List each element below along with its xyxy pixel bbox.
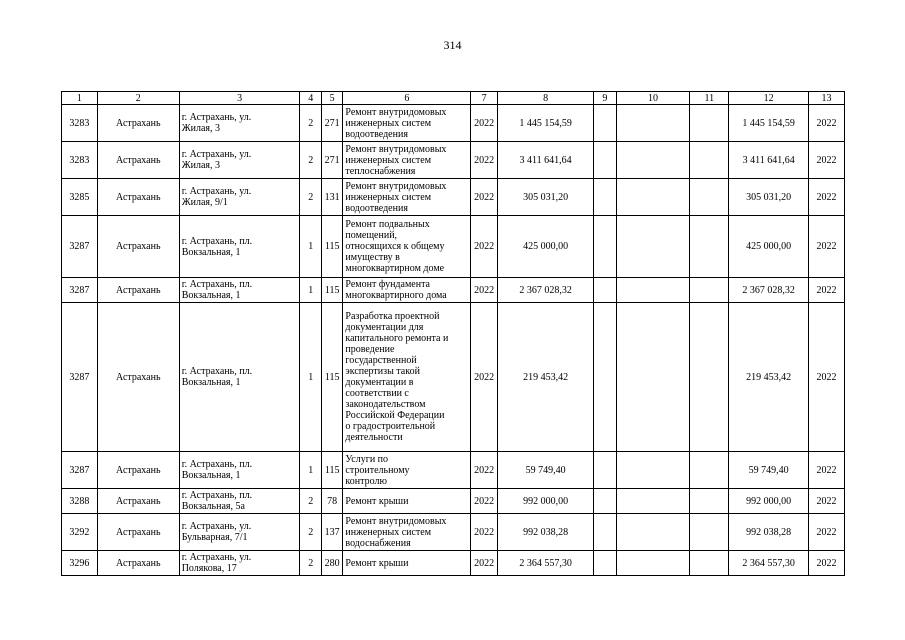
cell-col10 (616, 303, 690, 452)
column-header: 5 (321, 92, 342, 105)
cell-end-year: 2022 (809, 216, 845, 278)
cell-col10 (616, 489, 690, 514)
cell-line: г. Астрахань, пл. (181, 459, 253, 470)
cell-address (179, 303, 300, 452)
cell-line: Ремонт внутридомовых (345, 106, 447, 118)
cell-line: Ремонт подвальных (345, 219, 430, 230)
cell-line: относящихся к общему (345, 241, 445, 252)
cell-total: 3 411 641,64 (729, 142, 809, 179)
cell-number: 3296 (62, 551, 98, 576)
cell-number: 3292 (62, 514, 98, 551)
cell-line: помещений, (345, 230, 398, 241)
cell-line: Ремонт крыши (345, 557, 409, 569)
cell-cost: 305 031,20 (497, 179, 593, 216)
cell-col10 (616, 105, 690, 142)
cell-col10 (616, 514, 690, 551)
cell-year: 2022 (471, 551, 498, 576)
cell-line: г. Астрахань, ул. (181, 552, 252, 563)
cell-col9 (594, 551, 617, 576)
cell-col4: 1 (300, 452, 321, 489)
cell-work-type (343, 278, 471, 303)
cell-line: Жилая, 9/1 (181, 197, 228, 208)
cell-end-year: 2022 (809, 489, 845, 514)
cell-work-type (343, 489, 471, 514)
cell-line: Вокзальная, 1 (181, 290, 241, 301)
cell-line: документации в (345, 377, 414, 388)
column-header: 8 (497, 92, 593, 105)
cell-col11 (690, 216, 729, 278)
cell-line: проведение (345, 344, 395, 355)
cell-col4: 2 (300, 514, 321, 551)
cell-year: 2022 (471, 452, 498, 489)
cell-total: 425 000,00 (729, 216, 809, 278)
cell-total: 1 445 154,59 (729, 105, 809, 142)
cell-end-year: 2022 (809, 303, 845, 452)
cell-line: Вокзальная, 1 (181, 246, 241, 258)
cell-number: 3288 (62, 489, 98, 514)
cell-line: Ремонт внутридомовых (345, 180, 447, 192)
cell-cost: 2 364 557,30 (497, 551, 593, 576)
cell-cost: 3 411 641,64 (497, 142, 593, 179)
cell-line: капитального ремонта и (345, 333, 449, 344)
cell-year: 2022 (471, 105, 498, 142)
cell-col4: 2 (300, 105, 321, 142)
cell-col4: 2 (300, 489, 321, 514)
column-header: 13 (809, 92, 845, 105)
cell-address (179, 489, 300, 514)
column-header: 4 (300, 92, 321, 105)
cell-line: многоквартирного дома (345, 290, 447, 301)
cell-work-type (343, 452, 471, 489)
cell-line: г. Астрахань, пл. (181, 279, 253, 290)
cell-col10 (616, 551, 690, 576)
page-number: 314 (443, 38, 462, 52)
cell-line: г. Астрахань, ул. (181, 186, 252, 197)
cell-cost: 2 367 028,32 (497, 278, 593, 303)
cell-line: Вокзальная, 1 (181, 470, 241, 481)
table-row (62, 142, 845, 179)
cell-col9 (594, 142, 617, 179)
cell-col5: 271 (321, 105, 342, 142)
cell-city: Астрахань (97, 278, 179, 303)
cell-col11 (690, 489, 729, 514)
table-row (62, 489, 845, 514)
cell-col9 (594, 514, 617, 551)
cell-line: водоснабжения (345, 537, 411, 549)
cell-col10 (616, 278, 690, 303)
table-row (62, 179, 845, 216)
cell-col11 (690, 514, 729, 551)
cell-total: 59 749,40 (729, 452, 809, 489)
cell-col9 (594, 303, 617, 452)
cell-address (179, 278, 300, 303)
cell-work-type (343, 303, 471, 452)
cell-col5: 115 (321, 216, 342, 278)
cell-address (179, 551, 300, 576)
cell-work-type (343, 142, 471, 179)
cell-line: г. Астрахань, ул. (181, 521, 252, 532)
table-row (62, 452, 845, 489)
cell-work-type (343, 179, 471, 216)
cell-line: Ремонт внутридомовых (345, 515, 447, 527)
cell-line: г. Астрахань, ул. (181, 149, 252, 160)
cell-col9 (594, 216, 617, 278)
cell-city: Астрахань (97, 179, 179, 216)
cell-number: 3287 (62, 278, 98, 303)
cell-line: деятельности (345, 432, 403, 443)
cell-year: 2022 (471, 179, 498, 216)
cell-line: строительному (345, 464, 410, 476)
cell-line: государственной (345, 355, 417, 366)
cell-line: Ремонт фундамента (345, 279, 430, 290)
cell-line: теплоснабжения (345, 165, 416, 177)
cell-col9 (594, 278, 617, 303)
cell-line: г. Астрахань, пл. (181, 366, 253, 377)
cell-col11 (690, 452, 729, 489)
cell-number: 3283 (62, 142, 98, 179)
cell-end-year: 2022 (809, 452, 845, 489)
column-header: 1 (62, 92, 98, 105)
cell-col5: 131 (321, 179, 342, 216)
cell-line: г. Астрахань, пл. (181, 490, 253, 501)
cell-line: Вокзальная, 1 (181, 377, 241, 388)
cell-city: Астрахань (97, 303, 179, 452)
cell-col5: 137 (321, 514, 342, 551)
cell-col9 (594, 179, 617, 216)
column-header: 7 (471, 92, 498, 105)
cell-col11 (690, 551, 729, 576)
cell-total: 2 367 028,32 (729, 278, 809, 303)
cell-end-year: 2022 (809, 142, 845, 179)
cell-end-year: 2022 (809, 179, 845, 216)
cell-line: Жилая, 3 (181, 160, 221, 171)
cell-col4: 2 (300, 179, 321, 216)
cell-number: 3287 (62, 452, 98, 489)
cell-city: Астрахань (97, 514, 179, 551)
cell-year: 2022 (471, 303, 498, 452)
cell-line: многоквартирном доме (345, 263, 445, 274)
cell-total: 992 000,00 (729, 489, 809, 514)
cell-year: 2022 (471, 216, 498, 278)
cell-work-type (343, 551, 471, 576)
cell-cost: 219 453,42 (497, 303, 593, 452)
cell-col5: 78 (321, 489, 342, 514)
cell-col9 (594, 489, 617, 514)
cell-col11 (690, 142, 729, 179)
column-header: 2 (97, 92, 179, 105)
cell-line: Жилая, 3 (181, 123, 221, 134)
cell-year: 2022 (471, 142, 498, 179)
cell-col4: 2 (300, 142, 321, 179)
cell-line: г. Астрахань, пл. (181, 235, 253, 247)
cell-cost: 1 445 154,59 (497, 105, 593, 142)
cell-line: контролю (345, 475, 387, 487)
cell-col5: 115 (321, 452, 342, 489)
cell-col10 (616, 216, 690, 278)
cell-address (179, 216, 300, 278)
cell-line: Услуги по (345, 453, 389, 465)
cell-line: инженерных систем (345, 117, 432, 129)
cell-line: документации для (345, 322, 424, 333)
cell-city: Астрахань (97, 216, 179, 278)
cell-number: 3285 (62, 179, 98, 216)
cell-end-year: 2022 (809, 514, 845, 551)
column-header: 12 (729, 92, 809, 105)
cell-line: о градостроительной (345, 421, 436, 432)
cell-end-year: 2022 (809, 105, 845, 142)
cell-col4: 2 (300, 551, 321, 576)
cell-city: Астрахань (97, 489, 179, 514)
cell-line: водоотведения (345, 202, 408, 214)
cell-cost: 59 749,40 (497, 452, 593, 489)
cell-total: 305 031,20 (729, 179, 809, 216)
cell-line: Разработка проектной (345, 311, 440, 322)
cell-col4: 1 (300, 303, 321, 452)
cell-work-type (343, 105, 471, 142)
cell-address (179, 179, 300, 216)
registry-table (61, 91, 845, 576)
cell-total: 2 364 557,30 (729, 551, 809, 576)
cell-work-type (343, 216, 471, 278)
cell-year: 2022 (471, 514, 498, 551)
cell-line: соответствии с (345, 388, 409, 399)
table-header-row (62, 92, 845, 105)
cell-col10 (616, 179, 690, 216)
column-header: 10 (616, 92, 690, 105)
cell-number: 3287 (62, 303, 98, 452)
cell-city: Астрахань (97, 105, 179, 142)
cell-end-year: 2022 (809, 551, 845, 576)
cell-total: 992 038,28 (729, 514, 809, 551)
cell-number: 3283 (62, 105, 98, 142)
cell-city: Астрахань (97, 452, 179, 489)
cell-line: имуществу в (345, 252, 400, 263)
cell-address (179, 105, 300, 142)
column-header: 9 (594, 92, 617, 105)
cell-line: Бульварная, 7/1 (181, 532, 248, 543)
cell-line: инженерных систем (345, 154, 432, 166)
column-header: 6 (343, 92, 471, 105)
cell-line: инженерных систем (345, 526, 432, 538)
cell-col4: 1 (300, 278, 321, 303)
cell-cost: 992 038,28 (497, 514, 593, 551)
cell-col4: 1 (300, 216, 321, 278)
table-row (62, 551, 845, 576)
cell-line: Ремонт внутридомовых (345, 143, 447, 155)
cell-address (179, 452, 300, 489)
cell-col5: 271 (321, 142, 342, 179)
cell-col11 (690, 179, 729, 216)
cell-col11 (690, 278, 729, 303)
cell-line: Российской Федерации (345, 410, 445, 421)
table-row (62, 514, 845, 551)
column-header: 3 (179, 92, 300, 105)
cell-col11 (690, 105, 729, 142)
cell-address (179, 142, 300, 179)
cell-col5: 280 (321, 551, 342, 576)
cell-col10 (616, 452, 690, 489)
cell-line: водоотведения (345, 128, 408, 140)
cell-number: 3287 (62, 216, 98, 278)
cell-address (179, 514, 300, 551)
cell-col9 (594, 105, 617, 142)
cell-cost: 992 000,00 (497, 489, 593, 514)
table-row (62, 105, 845, 142)
cell-cost: 425 000,00 (497, 216, 593, 278)
cell-city: Астрахань (97, 551, 179, 576)
cell-line: Ремонт крыши (345, 495, 409, 507)
cell-year: 2022 (471, 489, 498, 514)
cell-line: законодательством (345, 399, 426, 410)
cell-col10 (616, 142, 690, 179)
table-row (62, 303, 845, 452)
cell-col9 (594, 452, 617, 489)
column-header: 11 (690, 92, 729, 105)
table-row (62, 278, 845, 303)
cell-col5: 115 (321, 278, 342, 303)
cell-line: экспертизы такой (345, 366, 420, 377)
cell-line: инженерных систем (345, 191, 432, 203)
cell-line: Полякова, 17 (181, 563, 237, 574)
cell-end-year: 2022 (809, 278, 845, 303)
cell-col11 (690, 303, 729, 452)
cell-line: Вокзальная, 5а (181, 501, 245, 512)
cell-line: г. Астрахань, ул. (181, 112, 252, 123)
cell-year: 2022 (471, 278, 498, 303)
cell-work-type (343, 514, 471, 551)
cell-total: 219 453,42 (729, 303, 809, 452)
cell-city: Астрахань (97, 142, 179, 179)
cell-col5: 115 (321, 303, 342, 452)
table-row (62, 216, 845, 278)
